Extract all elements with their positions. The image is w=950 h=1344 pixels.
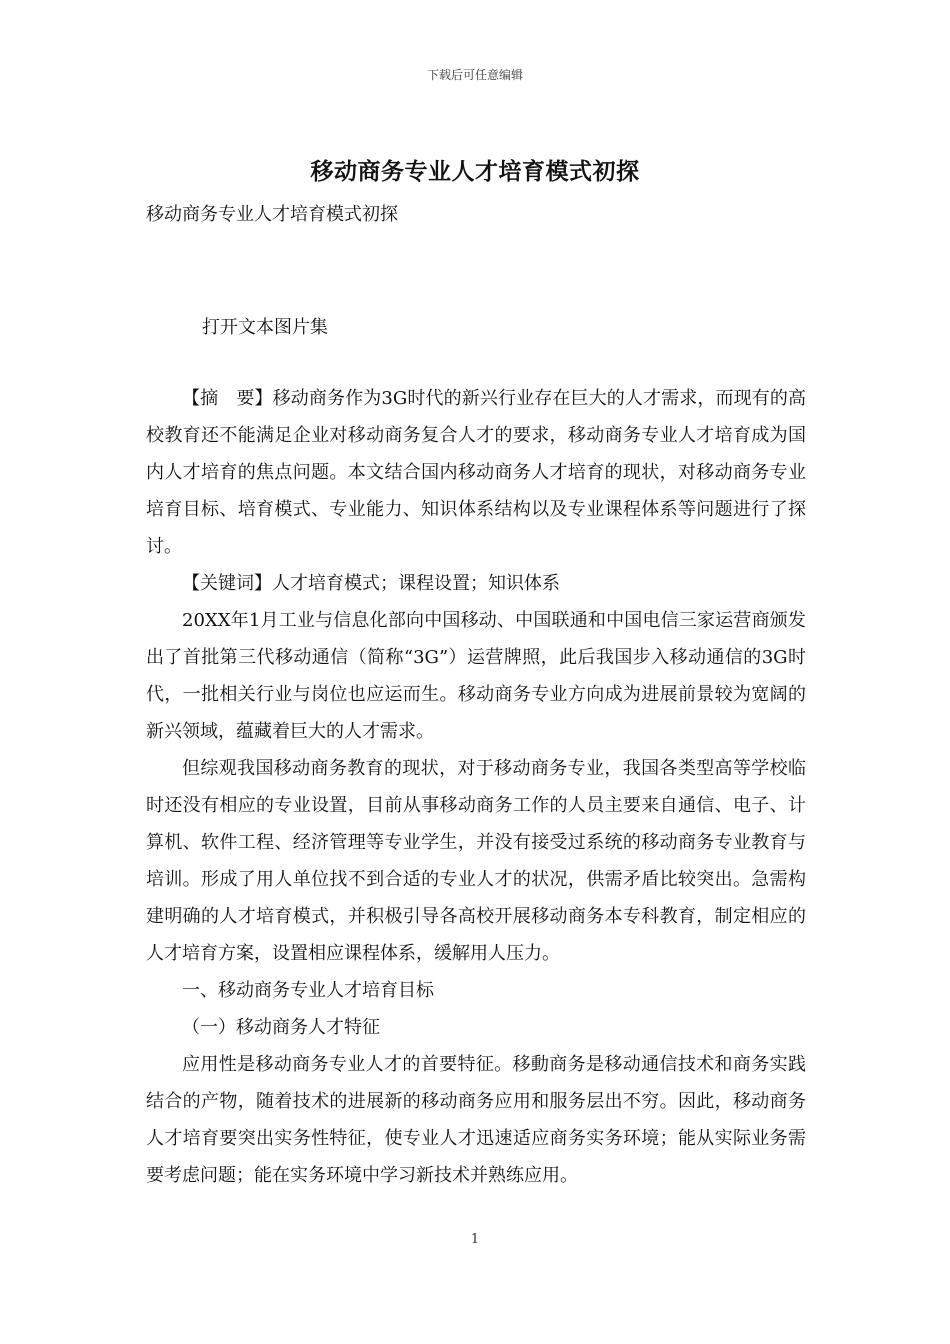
- image-set-link[interactable]: 打开文本图片集: [202, 317, 328, 338]
- keywords-paragraph: 【关键词】人才培育模式；课程设置；知识体系: [182, 573, 560, 594]
- document-subtitle: 移动商务专业人才培育模式初探: [146, 204, 398, 225]
- subsection-heading: （一）移动商务人才特征: [182, 1017, 380, 1038]
- page-number: 1: [470, 1232, 480, 1247]
- body-paragraph: 但综观我国移动商务教育的现状，对于移动商务专业，我国各类型高等学校临时还没有相应的专业设置，目前从事移动商务工作的人员主要来自通信、电子、计算机、软件工程、经济管理等专业学生，并没有接受过系统的移动商务专业教育与培训。形成了用人单位找不到合适的专业人才的状况，供需矛盾比较突出。急需构建明确的人才培育模式，并积极引导各高校开展移动商务本专科教育，制定相应的人才培育方案，设置相应课程体系，缓解用人压力。: [146, 758, 806, 964]
- abstract-paragraph: 【摘 要】移动商务作为3G时代的新兴行业存在巨大的人才需求，而现有的高校教育还不能满足企业对移动商务复合人才的要求，移动商务专业人才培育成为国内人才培育的焦点问题。本文结合国内移动商务人才培育的现状，对移动商务专业培育目标、培育模式、专业能力、知识体系结构以及专业课程体系等问题进行了探讨。: [146, 388, 806, 557]
- page-header: 下载后可任意编辑: [426, 68, 523, 82]
- body-paragraph: 应用性是移动商务专业人才的首要特征。移動商务是移动通信技术和商务实践结合的产物，随着技术的进展新的移动商务应用和服务层出不穷。因此，移动商务人才培育要突出实务性特征，使专业人才迅速适应商务实务环境；能从实际业务需要考虑问题；能在实务环境中学习新技术并熟练应用。: [146, 1054, 806, 1186]
- section-heading: 一、移动商务专业人才培育目标: [182, 980, 434, 1001]
- document-body: [146, 380, 806, 1194]
- body-paragraph: 20XX年1月工业与信息化部向中国移动、中国联通和中国电信三家运营商颁发出了首批第三代移动通信（简称“3G”）运营牌照，此后我国步入移动通信的3G时代，一批相关行业与岗位也应运而生。移动商务专业方向成为进展前景较为宽阔的新兴领域，蕴藏着巨大的人才需求。: [146, 610, 806, 742]
- document-title: 移动商务专业人才培育模式初探: [310, 158, 640, 185]
